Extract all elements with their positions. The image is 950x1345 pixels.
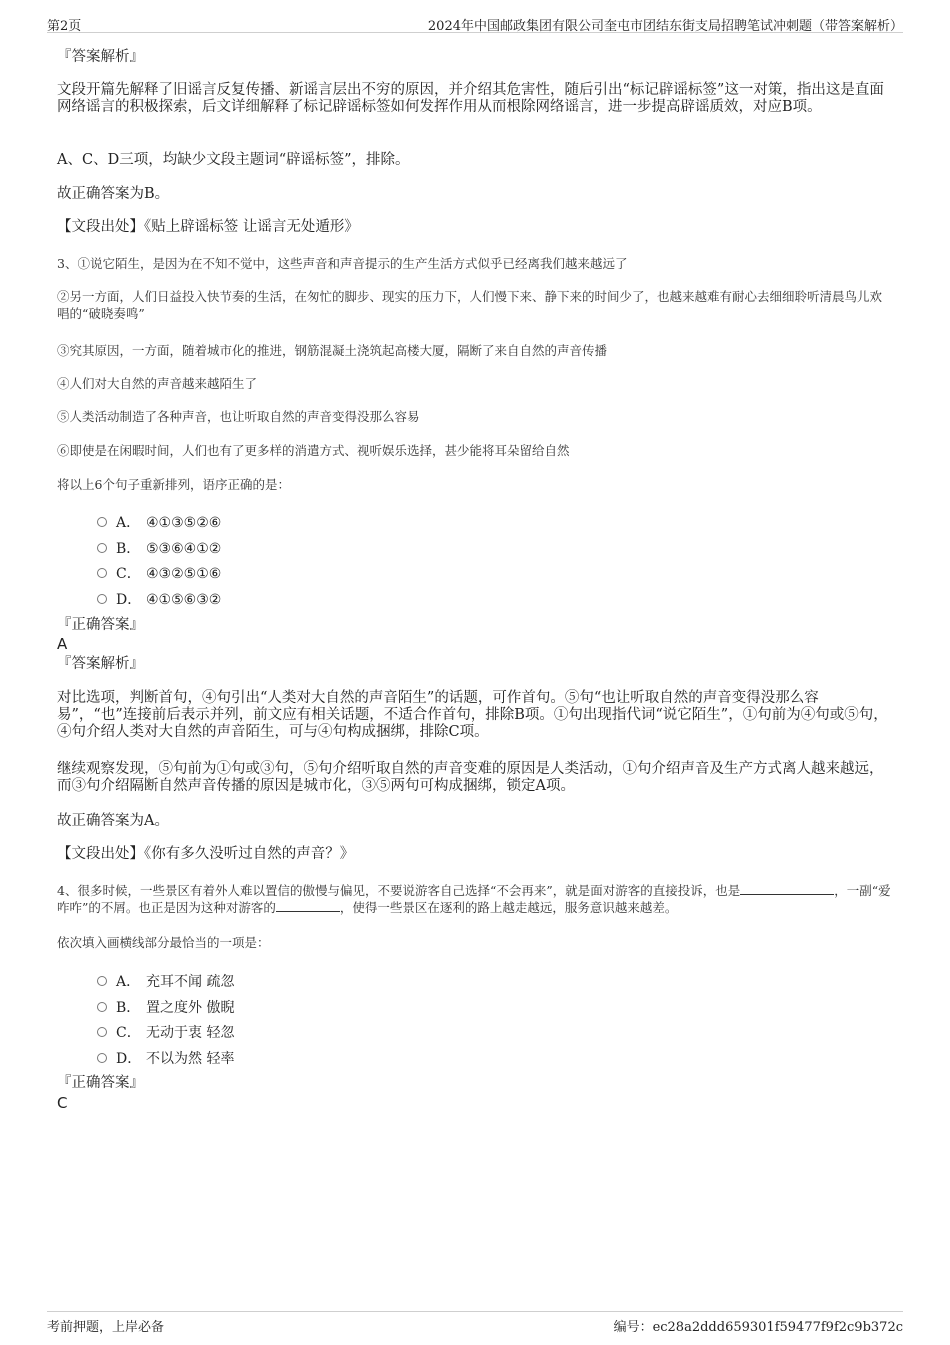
page-header [47,14,903,33]
q3-sentence: ⑤人类活动制造了各种声音，也让听取自然的声音变得没那么容易 [57,409,420,424]
q3-prompt: 将以上6个句子重新排列，语序正确的是： [57,477,290,492]
radio-icon[interactable] [97,594,107,604]
q3-analysis-heading: 『答案解析』 [57,656,144,672]
q3-source: 【文段出处】《你有多久没听过自然的声音？》 [57,846,355,862]
q4-option-d[interactable]: D． 不以为然 轻率 [97,1048,234,1066]
page-footer [47,1311,903,1334]
q3-sentence: ④人们对大自然的声音越来越陌生了 [57,376,258,391]
page-number: 第2页 [47,19,82,34]
q2-analysis-paragraph: A、C、D三项，均缺少文段主题词“辟谣标签”，排除。 [57,152,410,168]
q2-analysis-heading: 『答案解析』 [57,49,144,65]
radio-icon[interactable] [97,543,107,553]
q4-prompt: 依次填入画横线部分最恰当的一项是： [57,935,270,950]
radio-icon[interactable] [97,1053,107,1063]
q2-analysis-paragraph: 文段开篇先解释了旧谣言反复传播、新谣言层出不穷的原因，并介绍其危害性，随后引出“标记辟谣标签”这一对策，指出这是直面网络谣言的积极探索，后文详细解释了标记辟谣标签如何发挥作用从而根除网络谣言，进一步提高辟谣质效，对应B项。 [57,82,884,115]
q3-option-c[interactable]: C． ④③②⑤①⑥ [97,563,221,581]
footer-slogan: 考前押题，上岸必备 [47,1320,165,1335]
q3-sentence: ⑥即使是在闲暇时间，人们也有了更多样的消遣方式、视听娱乐选择，甚少能将耳朵留给自然 [57,443,570,458]
q3-sentence: 3、①说它陌生，是因为在不知不觉中，这些声音和声音提示的生产生活方式似乎已经离我们越来越远了 [57,256,628,271]
q3-answer: A [57,635,68,653]
q4-option-c[interactable]: C． 无动于衷 轻忽 [97,1022,234,1040]
q3-analysis-paragraph: 对比选项，判断首句，④句引出“人类对大自然的声音陌生”的话题，可作首句。⑤句“也让听取自然的声音变得没那么容易”，“也”连接前后表示并列，前文应有相关话题，不适合作首句，排除B项。①句出现指代词“说它陌生”，①句前为④句或⑤句，④句介绍人类对大自然的声音陌生，可与④句构成捆绑，排除C项。 [57,690,888,740]
q3-option-b[interactable]: B． ⑤③⑥④①② [97,538,221,556]
q2-analysis-conclusion: 故正确答案为B。 [57,186,170,202]
q2-source: 【文段出处】《贴上辟谣标签 让谣言无处遁形》 [57,219,359,235]
q3-answer-heading: 『正确答案』 [57,617,144,633]
q3-option-d[interactable]: D． ④①⑤⑥③② [97,589,221,607]
q3-sentence: ③究其原因，一方面，随着城市化的推进，钢筋混凝土浇筑起高楼大厦，隔断了来自自然的声音传播 [57,343,608,358]
q4-stem: 4、很多时候，一些景区有着外人难以置信的傲慢与偏见，不要说游客自己选择“不会再来”，就是面对游客的直接投诉，也是 ，一副“爱咋咋”的不屑。也正是因为这种对游客的 ，使得一些景区在逐利的路上越走越远，服务意识越来越差。 [57,883,891,915]
q4-option-a[interactable]: A． 充耳不闻 疏忽 [97,971,234,989]
radio-icon[interactable] [97,517,107,527]
document-id: 编号：ec28a2ddd659301f59477f9f2c9b372c [613,1320,903,1335]
fill-blank-1 [740,882,834,895]
q3-analysis-paragraph: 继续观察发现，⑤句前为①句或③句，⑤句介绍听取自然的声音变难的原因是人类活动，①句介绍声音及生产方式离人越来越远，而③句介绍隔断自然声音传播的原因是城市化，③⑤两句可构成捆绑，锁定A项。 [57,761,884,794]
q3-option-a[interactable]: A． ④①③⑤②⑥ [97,512,221,530]
document-title: 2024年中国邮政集团有限公司奎屯市团结东街支局招聘笔试冲刺题（带答案解析） [427,19,903,34]
q4-answer: C [57,1094,68,1112]
q3-analysis-conclusion: 故正确答案为A。 [57,813,169,829]
radio-icon[interactable] [97,568,107,578]
q4-answer-heading: 『正确答案』 [57,1075,144,1091]
radio-icon[interactable] [97,976,107,986]
fill-blank-2 [276,899,340,912]
radio-icon[interactable] [97,1002,107,1012]
radio-icon[interactable] [97,1027,107,1037]
q3-sentence: ②另一方面，人们日益投入快节奏的生活，在匆忙的脚步、现实的压力下，人们慢下来、静下来的时间少了，也越来越难有耐心去细细聆听清晨鸟儿欢唱的“破晓奏鸣” [57,289,883,321]
q4-option-b[interactable]: B． 置之度外 傲睨 [97,997,234,1015]
